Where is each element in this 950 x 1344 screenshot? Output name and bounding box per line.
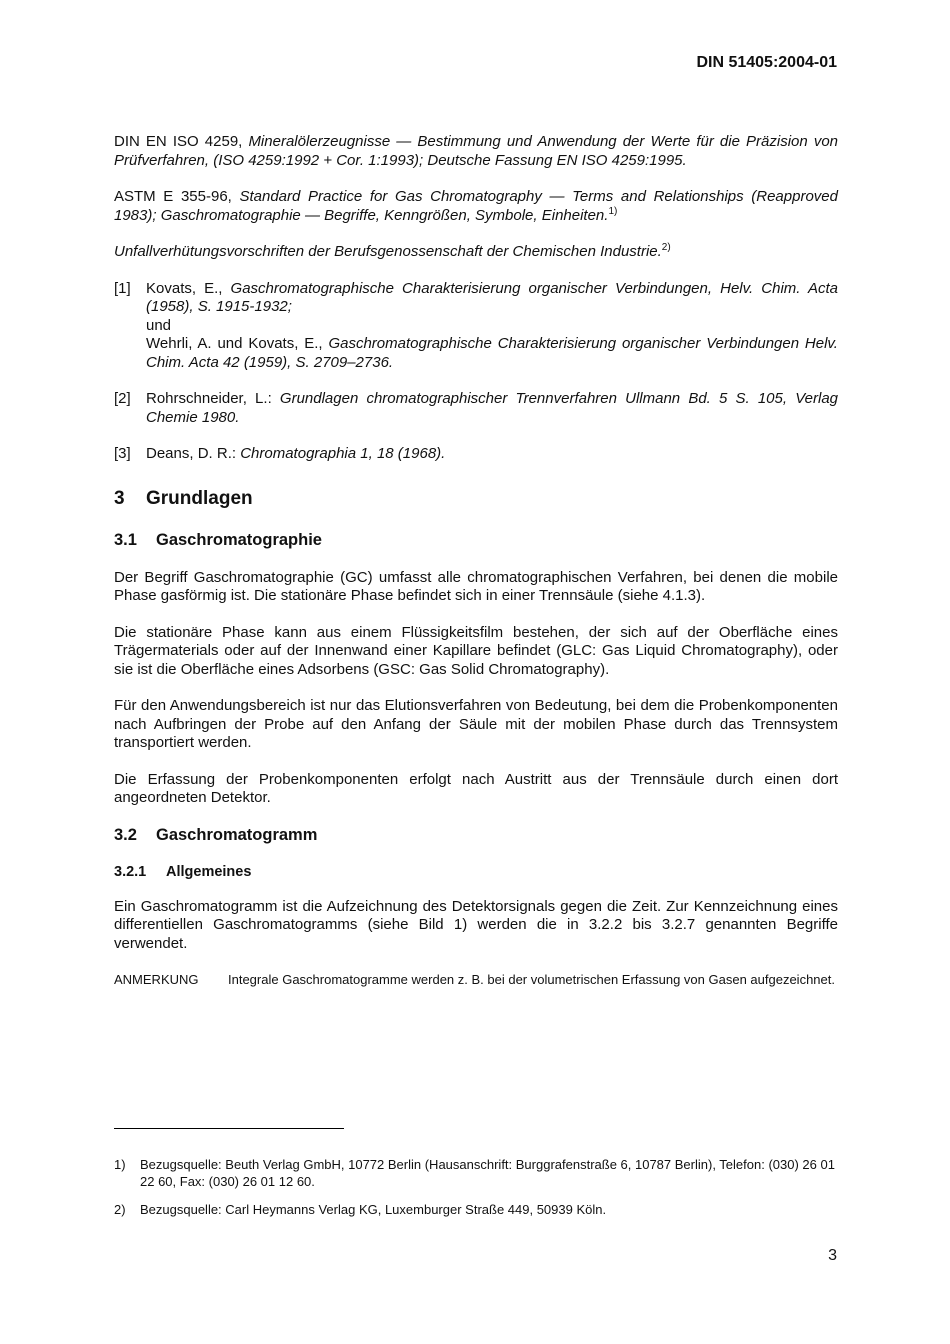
subsection-number: 3.1 bbox=[114, 531, 137, 549]
norm-entry bbox=[114, 188, 838, 225]
footnote-text: Bezugsquelle: Beuth Verlag GmbH, 10772 Berlin (Hausanschrift: Burggrafenstraße 6, 10787 Berlin), Telefon: (030) 26 01 22 60, Fax: (030) 26 01 12 60. bbox=[140, 1157, 835, 1189]
paragraph: Für den Anwendungsbereich ist nur das Elutionsverfahren von Bedeutung, bei dem die Probenkomponenten nach Aufbringen der Probe auf den Anfang der Säule mit der mobilen Phase durch das Trennsystem transportiert werden. bbox=[114, 697, 838, 751]
subsubsection-body bbox=[114, 898, 838, 954]
subsection-heading bbox=[114, 531, 838, 550]
literature-reference-1 bbox=[114, 280, 838, 373]
reference-author: Wehrli, A. und Kovats, E., bbox=[146, 335, 329, 352]
subsection-heading bbox=[114, 826, 838, 845]
paragraph: Die Erfassung der Probenkomponenten erfolgt nach Austritt aus der Trennsäule durch einen dort angeordneten Detektor. bbox=[114, 770, 838, 806]
norm-plain: ASTM E 355-96, bbox=[114, 188, 240, 205]
subsection-title: Gaschromatographie bbox=[156, 531, 322, 549]
norm-entry bbox=[114, 133, 838, 170]
paragraph: Die stationäre Phase kann aus einem Flüssigkeitsfilm bestehen, der sich auf der Oberfläche eines Trägermaterials oder auf der Innenwand einer Kapillare befindet (GLC: Gas Liquid Chromatography), oder sie ist die Oberfläche eines Adsorbens (GSC: Gas Solid Chromatography). bbox=[114, 623, 838, 678]
reference-author: Rohrschneider, L.: bbox=[146, 390, 280, 407]
footnote-divider bbox=[114, 1128, 344, 1129]
norm-title: Mineralölerzeugnisse — Bestimmung und Anwendung der Werte für die Präzision von Prüfverfahren, (ISO 4259:1992 + Cor. 1:1993); Deutsche Fassung EN ISO 4259:1995. bbox=[114, 133, 839, 169]
literature-reference-2 bbox=[114, 390, 838, 427]
subsubsection-title: Allgemeines bbox=[166, 864, 252, 880]
reference-number: [3] bbox=[114, 445, 131, 462]
subsubsection-heading bbox=[114, 863, 838, 882]
footnote-marker: 2) bbox=[661, 242, 671, 253]
footnote bbox=[114, 1202, 838, 1219]
norm-plain: DIN EN ISO 4259, bbox=[114, 133, 249, 150]
reference-text bbox=[146, 390, 838, 427]
literature-reference-3 bbox=[114, 445, 838, 464]
paragraph: Ein Gaschromatogramm ist die Aufzeichnung des Detektorsignals gegen die Zeit. Zur Kennzeichnung eines differentiellen Gaschromatogramms (siehe Bild 1) werden die in 3.2.2 bis 3.2.7 genannten Begriffe verwendet. bbox=[114, 897, 838, 952]
subsection-body bbox=[114, 569, 838, 808]
document-id: DIN 51405:2004-01 bbox=[696, 54, 837, 71]
norm-title: Unfallverhütungsvorschriften der Berufsgenossenschaft der Chemischen Industrie. bbox=[114, 243, 662, 260]
note-label: ANMERKUNG bbox=[114, 972, 199, 987]
norm-title: Standard Practice for Gas Chromatography — Terms and Relationships (Reapproved 1983); Gaschromatographie — Begriffe, Kenngrößen, Symbole, Einheiten. bbox=[114, 188, 838, 224]
reference-title: Gaschromatographische Charakterisierung organischer Verbindungen Helv. Chim. Acta 42 (1959), S. 2709–2736. bbox=[146, 335, 838, 371]
reference-author: Deans, D. R.: bbox=[146, 445, 241, 462]
page-content bbox=[114, 133, 838, 988]
footnote bbox=[114, 1157, 838, 1190]
note-text: Integrale Gaschromatogramme werden z. B. bei der volumetrischen Erfassung von Gasen aufgezeichnet. bbox=[228, 972, 835, 987]
reference-title: Gaschromatographische Charakterisierung organischer Verbindungen, Helv. Chim. Acta (1958), S. 1915-1932; bbox=[146, 279, 838, 315]
reference-text bbox=[146, 445, 838, 464]
paragraph: Der Begriff Gaschromatographie (GC) umfasst alle chromatographischen Verfahren, bei denen die mobile Phase gasförmig ist. Die stationäre Phase befindet sich in einer Trennsäule (siehe 4.1.3). bbox=[114, 568, 838, 604]
reference-connector: und bbox=[146, 316, 172, 334]
reference-title: Grundlagen chromatographischer Trennverfahren Ullmann Bd. 5 S. 105, Verlag Chemie 1980. bbox=[146, 390, 839, 426]
subsection-title: Gaschromatogramm bbox=[156, 825, 318, 844]
footnotes bbox=[114, 1157, 838, 1231]
section-number: 3 bbox=[114, 487, 125, 509]
reference-text bbox=[146, 335, 838, 372]
norm-entry bbox=[114, 243, 838, 262]
reference-text bbox=[146, 280, 838, 317]
footnote-number: 2) bbox=[114, 1202, 126, 1217]
subsubsection-number: 3.2.1 bbox=[114, 864, 147, 880]
section-title: Grundlagen bbox=[146, 487, 253, 509]
footnote-marker: 1) bbox=[608, 205, 618, 217]
reference-author: Kovats, E., bbox=[146, 279, 231, 297]
section-heading bbox=[114, 487, 838, 509]
reference-title: Chromatographia 1, 18 (1968). bbox=[240, 445, 446, 462]
subsection-number: 3.2 bbox=[114, 825, 137, 844]
normative-references bbox=[114, 133, 838, 262]
footnote-number: 1) bbox=[114, 1157, 126, 1172]
note bbox=[114, 971, 838, 988]
footnote-text: Bezugsquelle: Carl Heymanns Verlag KG, Luxemburger Straße 449, 50939 Köln. bbox=[140, 1202, 607, 1217]
reference-number: [2] bbox=[114, 390, 131, 407]
reference-number: [1] bbox=[114, 279, 131, 297]
page-number: 3 bbox=[828, 1247, 837, 1264]
